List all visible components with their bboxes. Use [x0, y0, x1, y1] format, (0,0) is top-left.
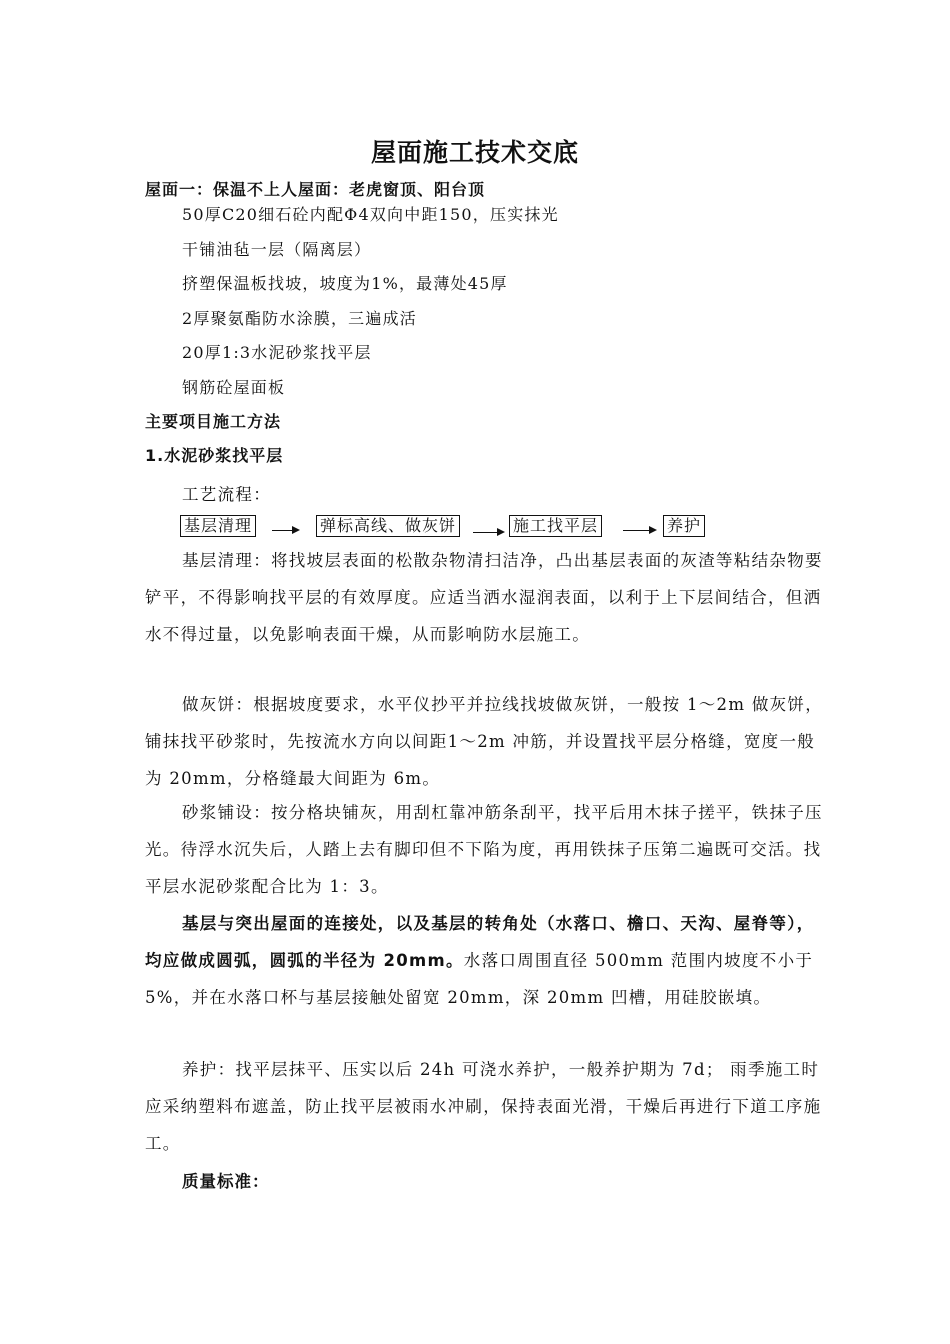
- layer-item-3: 挤塑保温板找坡，坡度为1%，最薄处45厚: [182, 274, 508, 293]
- flow-step-base-cleaning: 基层清理: [180, 515, 256, 537]
- flow-arrow-icon: [272, 530, 298, 531]
- document-title: 屋面施工技术交底: [370, 138, 579, 167]
- section-heading-roof-one: 屋面一：保温不上人屋面：老虎窗顶、阳台顶: [145, 180, 486, 199]
- paragraph-ash-cakes: 做灰饼：根据坡度要求，水平仪抄平并拉线找坡做灰饼，一般按 1～2m 做灰饼，铺抹找平砂浆时，先按流水方向以间距1～2m 冲筋，并设置找平层分格缝，宽度一般为 20mm，分格缝最大间距为 6m。: [145, 695, 824, 788]
- paragraph-corner-rounding: [145, 905, 825, 1016]
- corner-rounding-bold-text: 基层与突出屋面的连接处，以及基层的转角处（水落口、檐口、天沟、屋脊等），均应做成圆弧，圆弧的半径为 20mm。: [145, 914, 815, 970]
- process-flow-label: 工艺流程：: [182, 485, 271, 504]
- paragraph-base-cleaning: 基层清理：将找坡层表面的松散杂物清扫洁净，凸出基层表面的灰渣等粘结杂物要铲平，不得影响找平层的有效厚度。应适当洒水湿润表面，以利于上下层间结合，但洒水不得过量，以免影响表面干燥，从而影响防水层施工。: [145, 551, 823, 644]
- paragraph-mortar-laying: 砂浆铺设：按分格块铺灰，用刮杠靠冲筋条刮平，找平后用木抹子搓平，铁抹子压光。待浮水沉失后，人踏上去有脚印但不下陷为度，再用铁抹子压第二遍既可交活。找平层水泥砂浆配合比为 1：3。: [145, 803, 823, 896]
- flow-arrow-icon: [473, 532, 503, 533]
- layer-item-5: 20厚1:3水泥砂浆找平层: [182, 343, 372, 362]
- layer-item-2: 干铺油毡一层（隔离层）: [182, 240, 372, 259]
- layer-item-6: 钢筋砼屋面板: [182, 378, 286, 397]
- layer-item-4: 2厚聚氨酯防水涂膜，三遍成活: [182, 309, 417, 328]
- paragraph-curing: 养护：找平层抹平、压实以后 24h 可浇水养护，一般养护期为 7d； 雨季施工时应采纳塑料布遮盖，防止找平层被雨水冲刷，保持表面光滑，干燥后再进行下道工序施工。: [145, 1060, 822, 1153]
- flow-arrow-icon: [623, 530, 655, 531]
- quality-standard-heading: 质量标准：: [182, 1172, 270, 1191]
- flow-step-leveling: 施工找平层: [509, 515, 602, 537]
- subsection-heading-leveling-layer: 1.水泥砂浆找平层: [145, 446, 284, 465]
- flow-step-curing: 养护: [663, 515, 705, 537]
- main-methods-heading: 主要项目施工方法: [145, 412, 282, 431]
- corner-rounding-text: 水落口周围直径 500mm 范围内坡度不小于 5%，并在水落口杯与基层接触处留宽 20mm，深 20mm 凹槽，用硅胶嵌填。: [145, 951, 814, 1007]
- layer-item-1: 50厚C20细石砼内配Φ4双向中距150，压实抹光: [182, 205, 559, 224]
- flow-step-elevation-lines: 弹标高线、做灰饼: [316, 515, 460, 537]
